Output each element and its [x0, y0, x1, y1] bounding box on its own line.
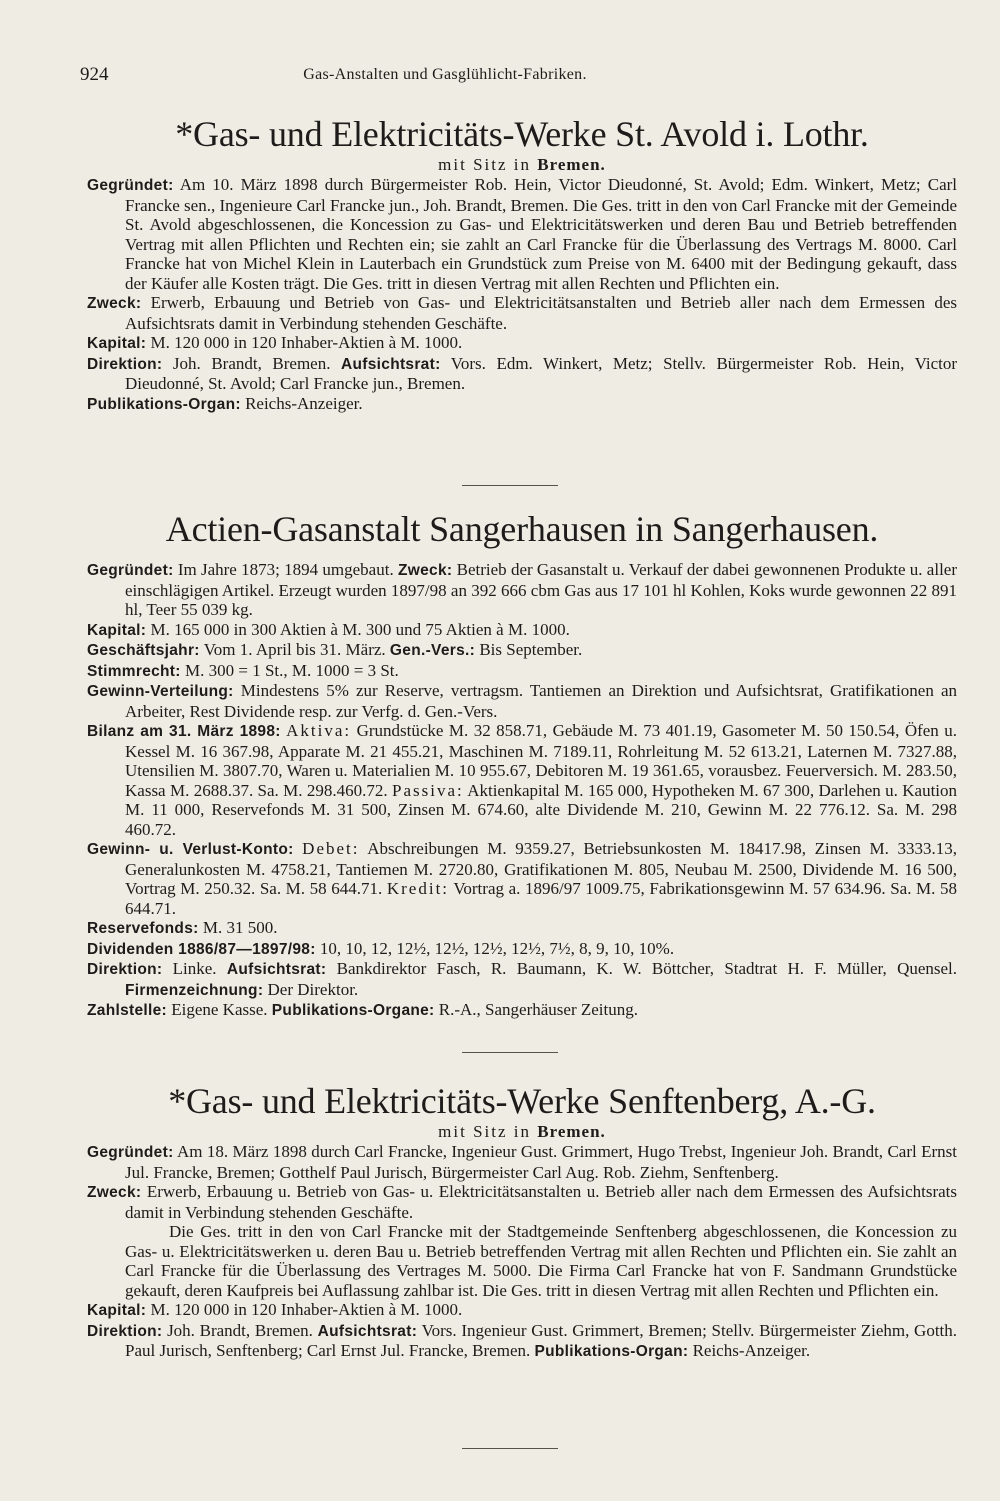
entry-gewinn-verteilung: Gewinn-Verteilung: Mindestens 5% zur Reserve, vertragsm. Tantiemen an Direktion und Aufsichtsrat, Gratifikationen an Arbeiter, Rest Dividende resp. zur Verfg. d. Gen.-Vers.: [87, 681, 957, 721]
entry-kapital: Kapital: M. 165 000 in 300 Aktien à M. 300 und 75 Aktien à M. 1000.: [87, 619, 570, 639]
company-seat: mit Sitz in Bremen.: [438, 155, 606, 174]
section-divider: [462, 1052, 558, 1053]
entry-kapital: Kapital: M. 120 000 in 120 Inhaber-Aktien à M. 1000.: [87, 333, 463, 352]
company-title: *Gas- und Elektricitäts-Werke St. Avold i. Lothr.: [175, 114, 869, 154]
company-entry-sangerhausen: [87, 508, 957, 1021]
company-title: *Gas- und Elektricitäts-Werke Senftenberg, A.-G.: [168, 1081, 876, 1121]
entry-bilanz: Bilanz am 31. März 1898: Aktiva: Grundstücke M. 32 858.71, Gebäude M. 73 401.19, Gasometer M. 50 150.54, Öfen u. Kessel M. 16 367.98, Apparate M. 21 455.21, Maschinen M. 7189.11, Rohrleitung M. 52 613.21, Laternen M. 7327.88, Utensilien M. 3807.70, Waren u. Materialien M. 10 955.67, Debitoren M. 19 361.65, vorausbez. Feuerversich. M. 283.50, Kassa M. 2688.37. Sa. M. 298.460.72. Passiva: Aktienkapital M. 165 000, Hypotheken M. 67 300, Darlehen u. Kaution M. 11 000, Reservefonds M. 31 500, Zinsen M. 674.60, alte Dividende M. 210, Gewinn M. 22 776.12. Sa. M. 298 460.72.: [87, 721, 958, 839]
entry-gegruendet: Gegründet: Am 18. März 1898 durch Carl Francke, Ingenieur Gust. Grimmert, Hugo Trebst, Ingenieur Joh. Brandt, Carl Ernst Jul. Francke, Bremen; Gotthelf Paul Jurisch, Bürgermeister Carl Aug. Rob. Ziehm, Senftenberg.: [87, 1142, 958, 1182]
entry-kapital: Kapital: M. 120 000 in 120 Inhaber-Aktien à M. 1000.: [87, 1300, 463, 1319]
seat-city: Bremen.: [537, 1122, 606, 1141]
company-entry-senftenberg: [87, 1080, 957, 1362]
entry-gegruendet: Gegründet: Am 10. März 1898 durch Bürgermeister Rob. Hein, Victor Dieudonné, St. Avold; Edm. Winkert, Metz; Carl Francke sen., Ingenieure Carl Francke jun., Joh. Brandt, Bremen. Die Ges. tritt in den von Carl Francke mit der Gemeinde St. Avold abgeschlossenen, die Koncession zu Gas- und Elektricitätswerken und deren Bau und Betrieb betreffenden Vertrag mit allen Pflichten und Rechten ein; sie zahlt an Carl Francke für die Überlassung des Vertrags M. 8000. Carl Francke hat von Michel Klein in Lauterbach ein Grundstück zum Preise von M. 6400 mit der Bedingung gekauft, dass der Käufer alle Kosten trägt. Die Ges. tritt in diesen Vertrag mit allen Rechten und Pflichten ein.: [87, 175, 958, 293]
entry-reservefonds: Reservefonds: M. 31 500.: [87, 918, 278, 937]
seat-city: Bremen.: [537, 155, 606, 174]
paragraph-vertrag: Die Ges. tritt in den von Carl Francke mit der Stadtgemeinde Senftenberg abgeschlossenen, die Koncession zu Gas- u. Elektricitätswerken u. deren Bau u. Betrieb betreffenden Vertrag mit allen Rechten und Pflichten ein. Sie zahlt an Carl Francke für die Überlassung des Vertrages M. 5000. Die Firma Carl Francke hat von F. Sandmann Grundstücke gekauft, deren Kaufpreis bei Auflassung zahlbar ist. Die Ges. tritt in diesen Vertrag mit allen Rechten und Pflichten ein.: [125, 1222, 957, 1300]
section-divider: [462, 485, 558, 486]
section-divider: [462, 1448, 558, 1449]
entry-direktion: Direktion: Joh. Brandt, Bremen. Aufsichtsrat: Vors. Ingenieur Gust. Grimmert, Bremen; Stellv. Bürgermeister Ziehm, Gotth. Paul Jurisch, Senftenberg; Carl Ernst Jul. Francke, Bremen. Publikations-Organ: Reichs-Anzeiger.: [87, 1320, 958, 1360]
entry-publikations-organ: Publikations-Organ: Reichs-Anzeiger.: [87, 393, 363, 413]
entry-geschaeftsjahr: Geschäftsjahr: Vom 1. April bis 31. März. Gen.-Vers.: Bis September.: [87, 640, 583, 659]
entry-zweck: Zweck: Erwerb, Erbauung und Betrieb von Gas- und Elektricitätsanstalten und Betrieb aller nach dem Ermessen des Aufsichtsrats damit in Verbindung stehenden Geschäfte.: [87, 293, 957, 333]
running-head: Gas-Anstalten und Gasglühlicht-Fabriken.: [303, 66, 587, 83]
entry-direktion: Direktion: Linke. Aufsichtsrat: Bankdirektor Fasch, R. Baumann, K. W. Böttcher, Stadtrat H. F. Müller, Quensel. Firmenzeichnung: Der Direktor.: [87, 959, 958, 999]
entry-direktion: Direktion: Joh. Brandt, Bremen. Aufsichtsrat: Vors. Edm. Winkert, Metz; Stellv. Bürgermeister Rob. Hein, Victor Dieudonné, St. Avold; Carl Francke jun., Bremen.: [87, 353, 958, 393]
entry-zweck: Zweck: Erwerb, Erbauung u. Betrieb von Gas- u. Elektricitätsanstalten u. Betrieb aller nach dem Ermessen des Aufsichtsrats damit in Verbindung stehenden Geschäfte.: [87, 1182, 957, 1222]
company-entry-st-avold: [87, 113, 957, 414]
entry-dividenden: Dividenden 1886/87—1897/98: 10, 10, 12, 12½, 12½, 12½, 12½, 7½, 8, 9, 10, 10%.: [87, 938, 675, 958]
entry-gewinn-verlust-konto: Gewinn- u. Verlust-Konto: Debet: Abschreibungen M. 9359.27, Betriebsunkosten M. 18417.98, Zinsen M. 3333.13, Generalunkosten M. 4758.21, Tantiemen M. 2720.80, Gratifikationen M. 805, Neubau M. 2500, Dividende M. 16 500, Vortrag M. 250.32. Sa. M. 58 644.71. Kredit: Vortrag a. 1896/97 1009.75, Fabrikationsgewinn M. 57 634.96. Sa. M. 58 644.71.: [87, 839, 957, 918]
company-title: Actien-Gasanstalt Sangerhausen in Sangerhausen.: [165, 509, 879, 549]
company-seat: mit Sitz in Bremen.: [438, 1122, 606, 1141]
entry-stimmrecht: Stimmrecht: M. 300 = 1 St., M. 1000 = 3 St.: [87, 660, 399, 680]
page-header: [80, 64, 960, 86]
entry-zahlstelle: Zahlstelle: Eigene Kasse. Publikations-Organe: R.-A., Sangerhäuser Zeitung.: [87, 1000, 639, 1019]
entry-gegruendet: Gegründet: Im Jahre 1873; 1894 umgebaut. Zweck: Betrieb der Gasanstalt u. Verkauf der dabei gewonnenen Produkte u. aller einschlägigen Artikel. Erzeugt wurden 1897/98 an 392 666 cbm Gas aus 17 101 hl Kohlen, Koks wurde gewonnen 22 891 hl, Teer 55 039 kg.: [87, 560, 958, 619]
page-number: 924: [80, 64, 109, 85]
